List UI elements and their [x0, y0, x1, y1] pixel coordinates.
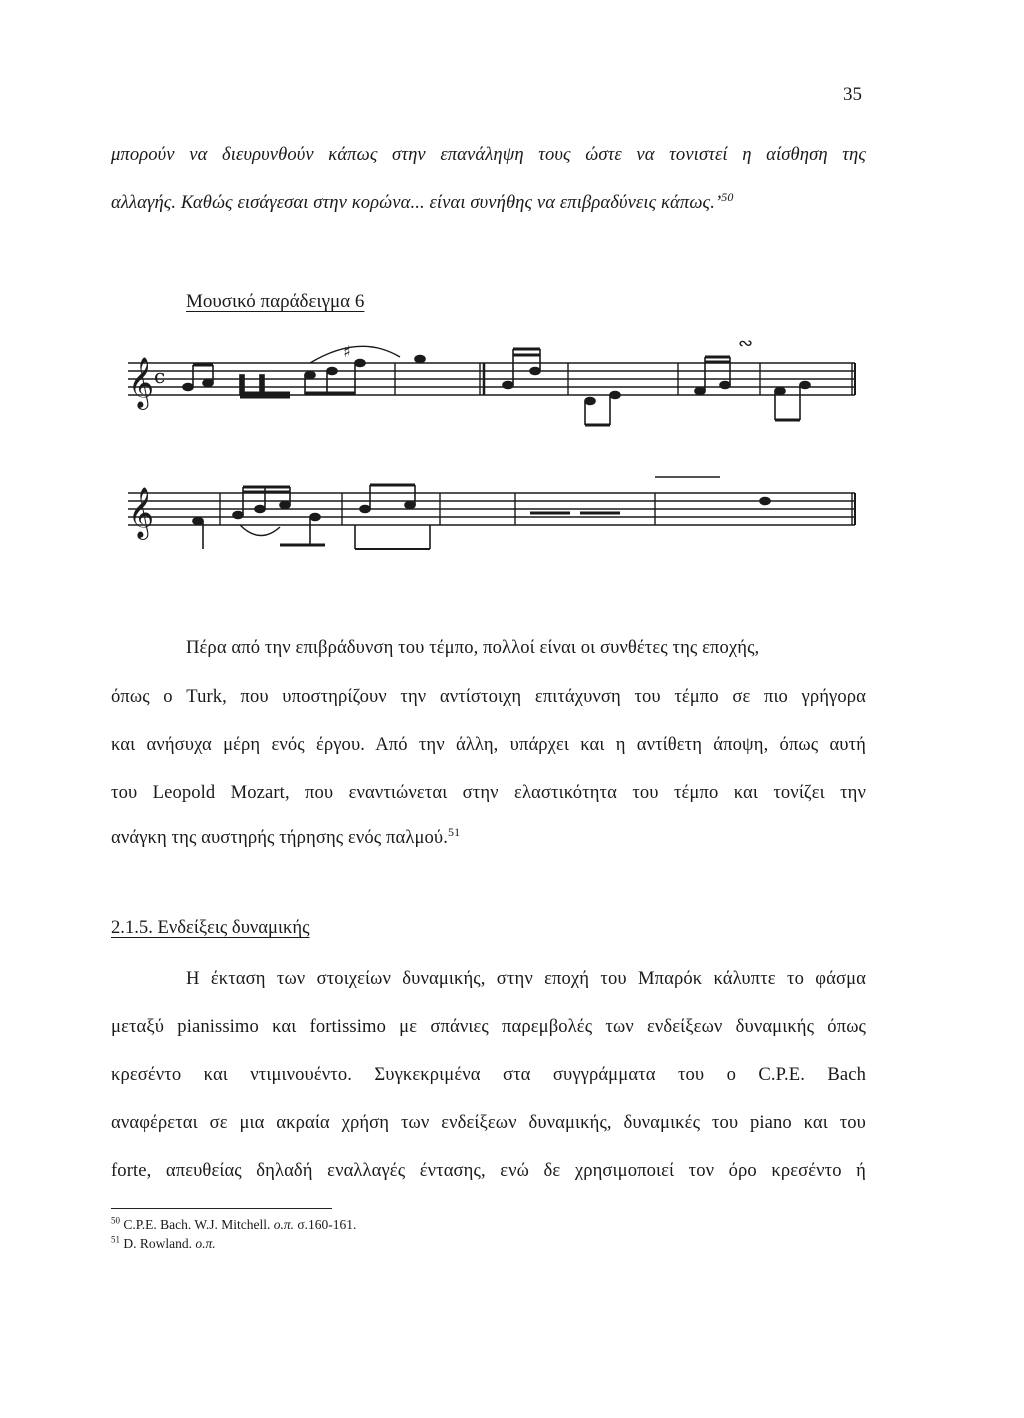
footnote-50-number: 50 — [111, 1215, 120, 1226]
paragraph-1-line-1: Πέρα από την επιβράδυνση του τέμπο, πολλοί είναι οι συνθέτες της εποχής, — [186, 637, 760, 658]
quote-line-2 — [111, 189, 734, 214]
footnote-51-op-cit: ο.π. — [195, 1236, 216, 1251]
paragraph-2-line-4: αναφέρεται σε μια ακραία χρήση των ενδείξεων δυναμικής, δυναμικές του piano και του — [111, 1112, 866, 1133]
sharp-icon: ♯ — [343, 342, 351, 361]
music-staff-2 — [110, 465, 870, 565]
footnote-50-op-cit: ο.π. — [273, 1217, 295, 1232]
paragraph-1-line-5-text: ανάγκη της αυστηρής τήρησης ενός παλμού. — [111, 827, 448, 848]
footnote-separator — [111, 1208, 332, 1209]
music-example-caption: Μουσικό παράδειγμα 6 — [186, 291, 365, 312]
footnote-51-text: D. Rowland. — [123, 1236, 196, 1251]
quote-line-2-text: αλλαγής. Καθώς εισάγεσαι στην κορώνα... είναι συνήθης να επιβραδύνεις κάπως.’ — [111, 192, 722, 213]
treble-clef-icon: 𝄞 — [128, 487, 155, 538]
paragraph-2-line-1: Η έκταση των στοιχείων δυναμικής, στην εποχή του Μπαρόκ κάλυπτε το φάσμα — [186, 968, 866, 989]
footnote-50-text: C.P.E. Bach. W.J. Mitchell. — [123, 1217, 274, 1232]
footnote-50 — [111, 1217, 356, 1233]
footnote-ref-50: 50 — [721, 189, 734, 204]
footnote-51-number: 51 — [111, 1234, 120, 1245]
paragraph-1-line-2: όπως ο Turk, που υποστηρίζουν την αντίστοιχη επιτάχυνση του τέμπο σε πιο γρήγορα — [111, 686, 866, 707]
paragraph-1-line-5 — [111, 824, 461, 849]
page-number: 35 — [843, 84, 862, 105]
section-heading: 2.1.5. Ενδείξεις δυναμικής — [111, 917, 310, 938]
treble-clef-icon: 𝄞 — [128, 357, 155, 408]
paragraph-1-line-3: και ανήσυχα μέρη ενός έργου. Από την άλλη, υπάρχει και η αντίθετη άποψη, όπως αυτή — [111, 734, 866, 755]
footnote-51 — [111, 1236, 216, 1252]
common-time-icon: c — [154, 364, 166, 388]
footnote-ref-51: 51 — [447, 824, 461, 839]
footnote-50-pages: σ.160-161. — [294, 1217, 357, 1232]
paragraph-2-line-2: μεταξύ pianissimo και fortissimo με σπάνιες παρεμβολές των ενδείξεων δυναμικής όπως — [111, 1016, 866, 1037]
paragraph-1-line-4: του Leopold Mozart, που εναντιώνεται στην ελαστικότητα του τέμπο και τονίζει την — [111, 782, 866, 803]
paragraph-2-line-3: κρεσέντο και ντιμινουέντο. Συγκεκριμένα στα συγγράμματα του ο C.P.E. Bach — [111, 1064, 866, 1085]
music-staff-1 — [110, 335, 870, 435]
quote-line-1: μπορούν να διευρυνθούν κάπως στην επανάληψη τους ώστε να τονιστεί η αίσθηση της — [111, 144, 866, 165]
turn-ornament-icon: ∾ — [738, 335, 754, 354]
paragraph-2-line-5: forte, απευθείας δηλαδή εναλλαγές έντασης, ενώ δε χρησιμοποιεί τον όρο κρεσέντο ή — [111, 1160, 866, 1181]
